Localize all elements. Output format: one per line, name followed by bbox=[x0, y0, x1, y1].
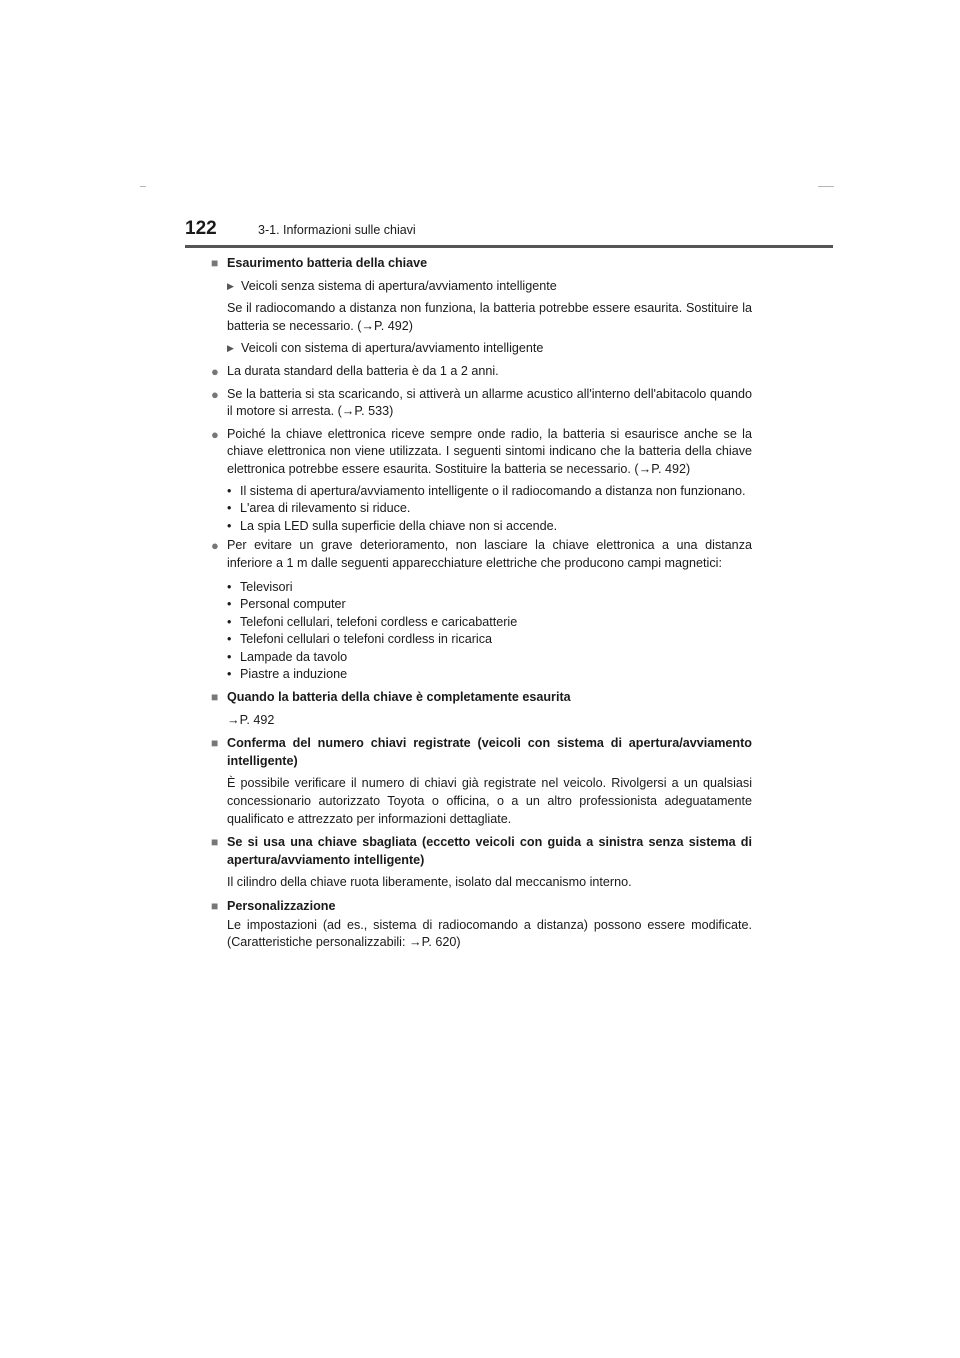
circle-bullet-icon: ● bbox=[211, 363, 219, 379]
page-content bbox=[211, 255, 752, 952]
circle-bullet-icon: ● bbox=[211, 538, 219, 554]
page-header bbox=[185, 212, 833, 248]
device-list bbox=[211, 579, 752, 685]
section-battery-exhausted bbox=[211, 689, 752, 707]
crop-mark-right bbox=[818, 186, 834, 187]
square-bullet-icon: ■ bbox=[211, 899, 219, 913]
section-registered-keys bbox=[211, 735, 752, 770]
section-customization bbox=[211, 898, 752, 916]
square-bullet-icon: ■ bbox=[211, 736, 219, 751]
subsection-without-smart-system: ▶ Veicoli senza sistema di apertura/avviamento intelligente bbox=[211, 278, 752, 296]
square-bullet-icon: ■ bbox=[211, 256, 219, 270]
circle-bullet-icon: ● bbox=[211, 386, 219, 402]
subsection-with-smart-system: ▶ Veicoli con sistema di apertura/avviamento intelligente bbox=[211, 340, 752, 358]
list-item: • L'area di rilevamento si riduce. bbox=[227, 501, 411, 516]
crop-mark-left bbox=[140, 186, 146, 187]
circle-bullet-icon: ● bbox=[211, 426, 219, 442]
list-item: • Personal computer bbox=[227, 597, 346, 612]
header-rule bbox=[185, 245, 833, 248]
paragraph: È possibile verificare il numero di chiavi già registrate nel veicolo. Rivolgersi a un qualsiasi concessionario autorizzato Toyota o officina, o a un altro professionista adeguatamente qualificato e attrezzato per informazioni dettagliate. bbox=[227, 776, 752, 826]
list-item: • Piastre a induzione bbox=[227, 667, 348, 682]
bullet-item: ● La durata standard della batteria è da 1 a 2 anni. bbox=[211, 363, 499, 379]
list-item: • La spia LED sulla superficie della chiave non si accende. bbox=[227, 518, 558, 533]
triangle-arrow-icon: ▶ bbox=[227, 343, 234, 354]
list-item: • Telefoni cellulari o telefoni cordless in ricarica bbox=[227, 632, 492, 647]
section-heading: Personalizzazione bbox=[227, 899, 336, 913]
section-heading: Se si usa una chiave sbagliata (eccetto veicoli con guida a sinistra senza sistema di apertura/avviamento intelligente) bbox=[227, 835, 752, 867]
section-heading: Quando la batteria della chiave è completamente esaurita bbox=[227, 690, 571, 705]
paragraph: Se il radiocomando a distanza non funziona, la batteria potrebbe essere esaurita. Sostituire la batteria se necessario. (→P. 492) bbox=[227, 301, 752, 333]
bullet-item: ● Poiché la chiave elettronica riceve sempre onde radio, la batteria si esaurisce anche se la chiave elettronica non viene utilizzata. I seguenti sintomi indicano che la batteria della chiave elettronica potrebbe essere esaurita. Sostituire la batteria se necessario. (→P. 492) bbox=[211, 426, 752, 476]
section-wrong-key bbox=[211, 834, 752, 869]
bullet-item: ● Se la batteria si sta scaricando, si attiverà un allarme acustico all'interno dell'abitacolo quando il motore si arresta. (→P. 533) bbox=[211, 386, 752, 419]
page-reference: →P. 492 bbox=[227, 712, 275, 727]
bullet-item: ● Per evitare un grave deterioramento, non lasciare la chiave elettronica a una distanza inferiore a 1 m dalle seguenti apparecchiature elettriche che producono campi magnetici: bbox=[211, 538, 752, 570]
list-item: • Il sistema di apertura/avviamento intelligente o il radiocomando a distanza non funzionano. bbox=[227, 483, 746, 498]
symptom-list bbox=[211, 483, 752, 536]
triangle-arrow-icon: ▶ bbox=[227, 280, 234, 291]
page-number: 122 bbox=[185, 218, 217, 239]
section-battery-depletion bbox=[211, 255, 752, 273]
list-item: • Telefoni cellulari, telefoni cordless e caricabatterie bbox=[227, 614, 518, 629]
paragraph: Il cilindro della chiave ruota liberamente, isolato dal meccanismo interno. bbox=[227, 875, 632, 890]
square-bullet-icon: ■ bbox=[211, 835, 219, 850]
section-heading: Esaurimento batteria della chiave bbox=[227, 256, 428, 270]
square-bullet-icon: ■ bbox=[211, 690, 219, 705]
section-title: 3-1. Informazioni sulle chiavi bbox=[258, 223, 416, 237]
list-item: • Lampade da tavolo bbox=[227, 649, 348, 664]
section-heading: Conferma del numero chiavi registrate (veicoli con sistema di apertura/avviamento intelligente) bbox=[227, 736, 752, 768]
paragraph: Le impostazioni (ad es., sistema di radiocomando a distanza) possono essere modificate. (Caratteristiche personalizzabili: →P. 620) bbox=[227, 917, 752, 950]
list-item: • Televisori bbox=[227, 579, 293, 594]
